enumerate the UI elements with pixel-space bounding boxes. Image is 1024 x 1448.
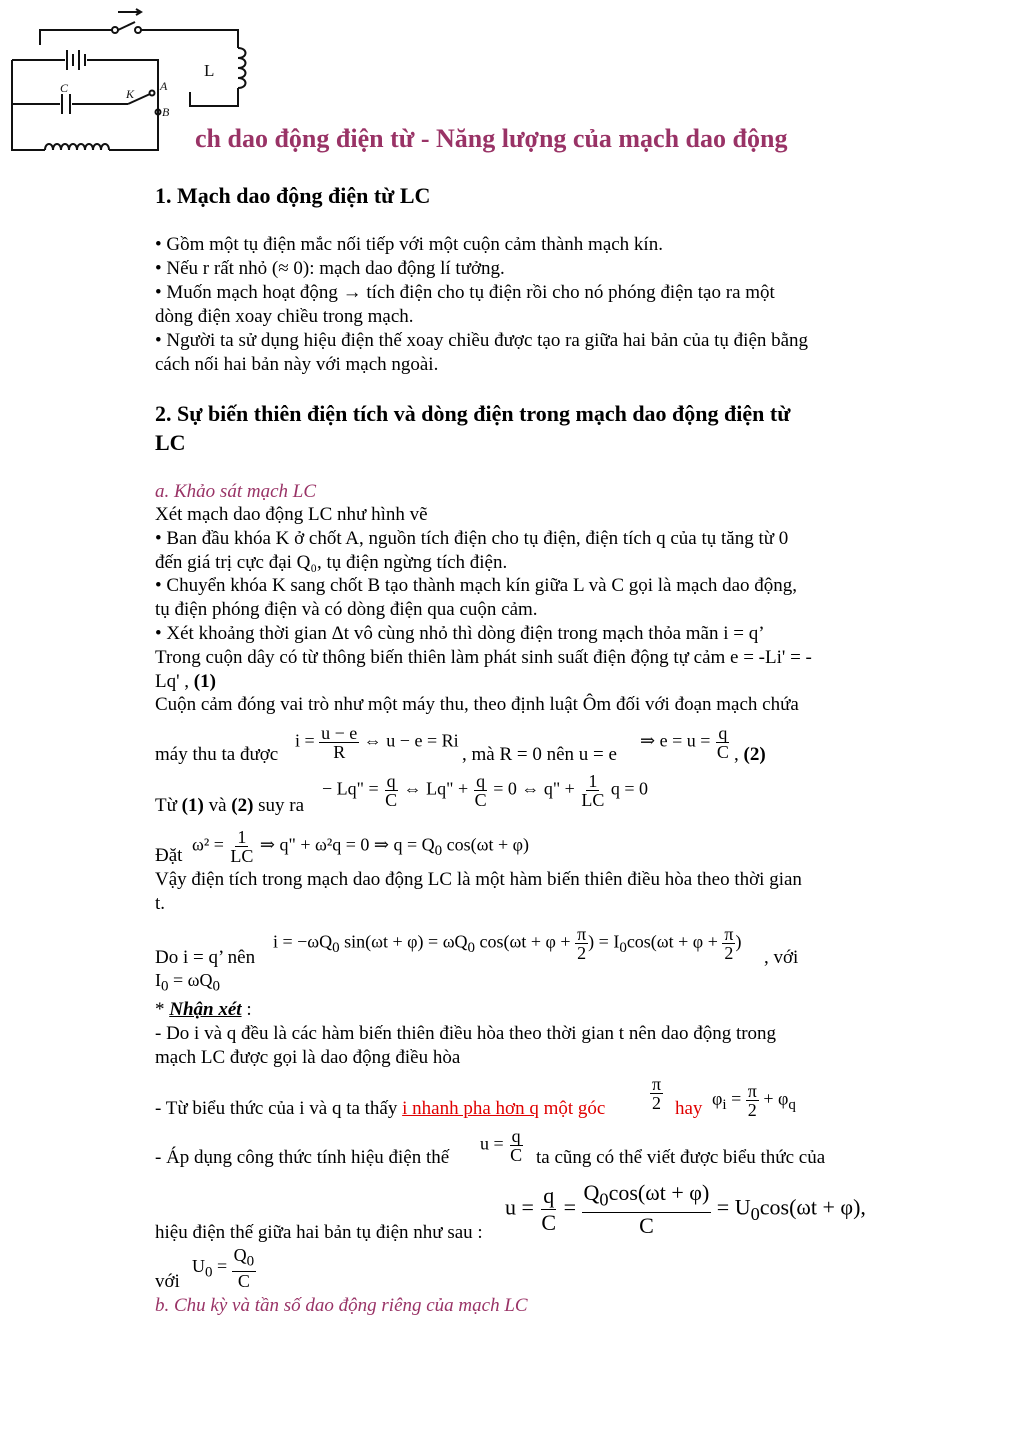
star-text: * — [155, 999, 170, 1020]
formula-omega: ω² = $\frac{1}{LC}$ ⇒ q" + ω²q = 0 ⇒ $q = Q_0$ cos(ωt + φ) — [192, 827, 530, 866]
nhan-xet-4: hiệu điện thế giữa hai bản tụ điện như sau : — [155, 1222, 483, 1243]
section2-line: đến giá trị cực đại Q₀, tụ điện ngừng tích điện. — [155, 552, 508, 573]
section2-heading: 2. Sự biến thiên điện tích và dòng điện trong mạch dao động điện từ — [155, 401, 791, 426]
section1-line: dòng điện xoay chiều trong mạch. — [155, 306, 414, 327]
section1-heading: 1. Mạch dao động điện từ LC — [155, 183, 431, 208]
formula-ode: − Lq" = $\frac{q}{C}$ ⇔ Lq" + $\frac{q}{C}$ = 0 ⇔ q" + $\frac{1}{LC}$ q = 0 — [322, 771, 649, 810]
do-i-text: Do i = q’ nên — [155, 947, 256, 968]
may-thu-text: máy thu ta được — [155, 744, 279, 765]
va-text: và — [208, 795, 227, 816]
section1-line: cách nối hai bản này với mạch ngoài. — [155, 354, 439, 375]
formula-u0: $U_0$ = $\frac{Q_0}{C}$ — [192, 1245, 255, 1291]
nhan-xet-3: - Áp dụng công thức tính hiệu điện thế — [155, 1147, 450, 1168]
voi-text: , với — [764, 947, 799, 968]
tu-text: Từ — [155, 795, 177, 816]
subsection-a-heading: a. Khảo sát mạch LC — [155, 481, 316, 502]
equation-tag-2: (2) — [743, 744, 766, 765]
formula-e-u: ⇒ e = u = $\frac{q}{C}$ — [640, 723, 729, 762]
page-title: ch dao động điện từ - Năng lượng của mạch dao động — [195, 124, 788, 153]
section2-line: Xét mạch dao động LC như hình vẽ — [155, 504, 428, 525]
section2-line: • Xét khoảng thời gian Δt vô cùng nhỏ thì dòng điện trong mạch thỏa mãn i = q’ — [155, 623, 765, 644]
hay-text: hay — [675, 1098, 703, 1119]
lq-text: Lq' , — [155, 671, 194, 692]
formula-i0: $I_0 = \omega Q_0$ — [155, 970, 220, 995]
section1-line: • Muốn mạch hoạt động → tích điện cho tụ điện rồi cho nó phóng điện tạo ra một — [155, 282, 775, 303]
tag2-line: , (2) — [734, 744, 766, 765]
formula-voltage: u = $\frac{q}{C}$ = $\frac{Q_0\cos(\omega t + \varphi)}{C}$ = $U_0\cos(\omega t + \varphi)$, — [505, 1180, 866, 1239]
section1-line: • Người ta sử dụng hiệu điện thế xoay chiều được tạo ra giữa hai bản của tụ điện bằng — [155, 330, 809, 351]
nhan-xet-3-post: ta cũng có thể viết được biểu thức của — [536, 1147, 826, 1168]
section2-line: Trong cuộn dây có từ thông biến thiên làm phát sinh suất điện động tự cảm e = -Li' = - — [155, 647, 812, 668]
ref-2: (2) — [231, 795, 254, 816]
section1-line: • Nếu r rất nhỏ (≈ 0): mạch dao động lí tưởng. — [155, 258, 505, 279]
formula-current: $i = -\omega Q_0$ $\sin(\omega t + \varphi) = \omega Q_0$ cos(ωt + φ + $\frac{\pi}{2}$ ) = $I_0\cos(\omega t + \varphi$ + $\frac{\pi}{2}$ ) — [273, 924, 742, 963]
nhan-xet-line — [155, 998, 252, 1022]
equation-tag-1: (1) — [193, 671, 216, 692]
formula-u-q-c: u = $\frac{q}{C}$ — [480, 1126, 523, 1165]
lq-line — [155, 670, 216, 694]
colon-text: : — [241, 999, 252, 1020]
nx2-pre: - Từ biểu thức của i và q ta thấy — [155, 1098, 403, 1119]
dat-text: Đặt — [155, 845, 183, 866]
ma-r-text: , mà R = 0 nên u = e — [462, 744, 617, 765]
vay-line: Vậy điện tích trong mạch dao động LC là một hàm biến thiên điều hòa theo thời gian — [155, 869, 802, 890]
suy-ra-text: suy ra — [258, 795, 305, 816]
section2-line: • Chuyển khóa K sang chốt B tạo thành mạch kín giữa L và C gọi là mạch dao động, — [155, 575, 798, 596]
formula-phase: $\varphi_i$ = $\frac{\pi}{2}$ + $\varphi_q$ — [712, 1081, 796, 1120]
nhan-xet-1: - Do i và q đều là các hàm biến thiên điều hòa theo thời gian t nên dao động trong — [155, 1023, 777, 1044]
ref-1: (1) — [181, 795, 204, 816]
subsection-b-heading: b. Chu kỳ và tần số dao động riêng của mạch LC — [155, 1295, 528, 1316]
vay-line-cont: t. — [155, 893, 166, 914]
suy-ra-line — [155, 794, 304, 818]
section2-heading-cont: LC — [155, 430, 186, 455]
voi2-text: với — [155, 1271, 180, 1292]
section2-line: tụ điện phóng điện và có dòng điện qua cuộn cảm. — [155, 599, 538, 620]
nhan-xet-label: Nhận xét — [169, 999, 242, 1020]
figure-label-b: B — [162, 105, 170, 119]
section2-line: • Ban đầu khóa K ở chốt A, nguồn tích điện cho tụ điện, điện tích q của tụ tăng từ 0 — [155, 528, 789, 549]
nx2-post: một góc — [538, 1098, 606, 1119]
nhan-xet-2 — [155, 1097, 605, 1121]
figure-label-c: C — [60, 81, 69, 95]
nhan-xet-1-cont: mạch LC được gọi là dao động điều hòa — [155, 1047, 461, 1068]
figure-label-a: A — [160, 79, 168, 93]
nx2-highlight: i nhanh pha hơn q — [402, 1098, 539, 1119]
figure-label-k: K — [126, 87, 135, 101]
formula-ohm: i = $\frac{u - e}{R}$ ⇔ u − e = Ri — [295, 723, 459, 762]
section1-line: • Gồm một tụ điện mắc nối tiếp với một cuộn cảm thành mạch kín. — [155, 234, 663, 255]
formula-pi-half: $\frac{\pi}{2}$ — [652, 1074, 662, 1113]
receiver-line: Cuộn cảm đóng vai trò như một máy thu, theo định luật Ôm đối với đoạn mạch chứa — [155, 694, 799, 715]
figure-label-l: L — [204, 61, 215, 80]
